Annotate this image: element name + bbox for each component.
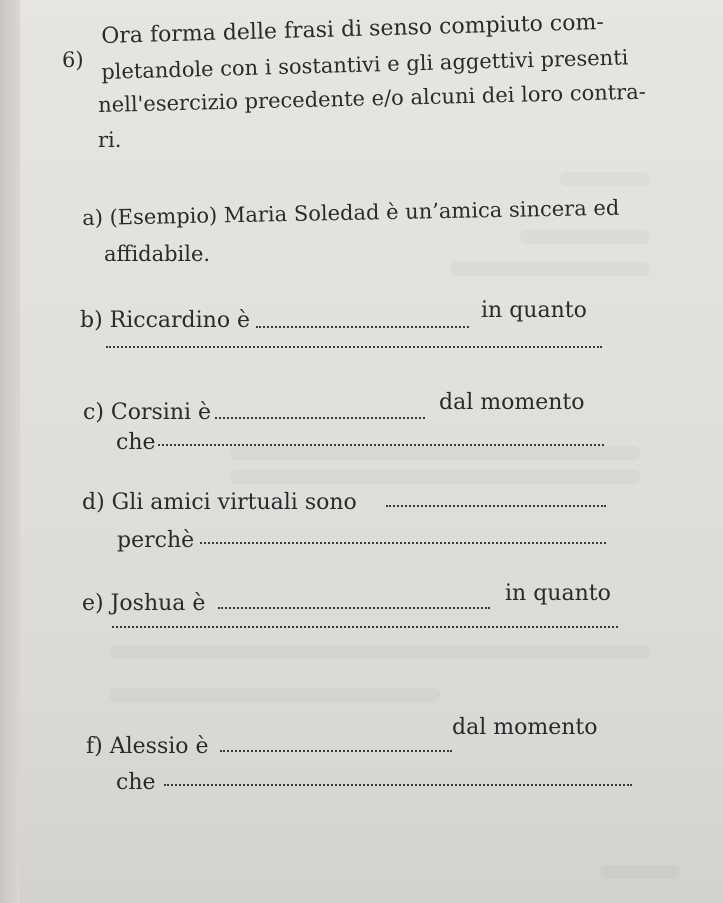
item-a-line-2: affidabile.	[104, 242, 211, 266]
item-b-blank-2[interactable]	[106, 346, 602, 348]
show-through-text	[110, 688, 440, 702]
item-d-blank-1[interactable]	[386, 505, 606, 507]
show-through-text	[520, 230, 650, 244]
item-d-blank-2[interactable]	[200, 542, 606, 544]
item-f-continuation: che	[116, 770, 156, 795]
page-edge-shadow	[0, 0, 20, 903]
show-through-text	[110, 645, 650, 659]
item-c-blank-2[interactable]	[158, 444, 604, 446]
item-e-blank-1[interactable]	[218, 607, 490, 609]
item-e-connector: in quanto	[505, 581, 611, 606]
item-c-continuation: che	[116, 430, 156, 455]
item-d-continuation: perchè	[117, 528, 195, 553]
item-c-blank-1[interactable]	[215, 417, 425, 419]
item-e-label: e) Joshua è	[82, 591, 206, 616]
item-d-label: d) Gli amici virtuali sono	[82, 490, 357, 515]
item-a-line-1: a) (Esempio) Maria Soledad è un’amica sincera ed	[81, 195, 620, 230]
show-through-text	[450, 262, 650, 276]
show-through-text	[600, 865, 680, 879]
item-f-label: f) Alessio è	[86, 734, 209, 759]
item-c-label: c) Corsini è	[83, 400, 212, 425]
item-e-blank-2[interactable]	[112, 626, 618, 628]
instruction-line-1: Ora forma delle frasi di senso compiuto com-	[100, 9, 605, 49]
show-through-text	[230, 446, 640, 460]
instruction-line-2: pletandole con i sostantivi e gli aggettivi presenti	[100, 45, 629, 84]
item-f-blank-1[interactable]	[220, 750, 452, 752]
item-b-blank-1[interactable]	[256, 326, 469, 328]
exercise-number: 6)	[62, 48, 84, 72]
item-f-blank-2[interactable]	[164, 784, 632, 786]
instruction-line-4: ri.	[98, 128, 122, 152]
show-through-text	[560, 172, 650, 186]
item-b-connector: in quanto	[481, 298, 587, 323]
show-through-text	[230, 470, 640, 484]
instruction-line-3: nell'esercizio precedente e/o alcuni dei loro contra-	[97, 79, 647, 117]
item-c-connector: dal momento	[439, 390, 585, 415]
item-b-label: b) Riccardino è	[80, 308, 251, 333]
item-f-connector: dal momento	[452, 715, 598, 740]
